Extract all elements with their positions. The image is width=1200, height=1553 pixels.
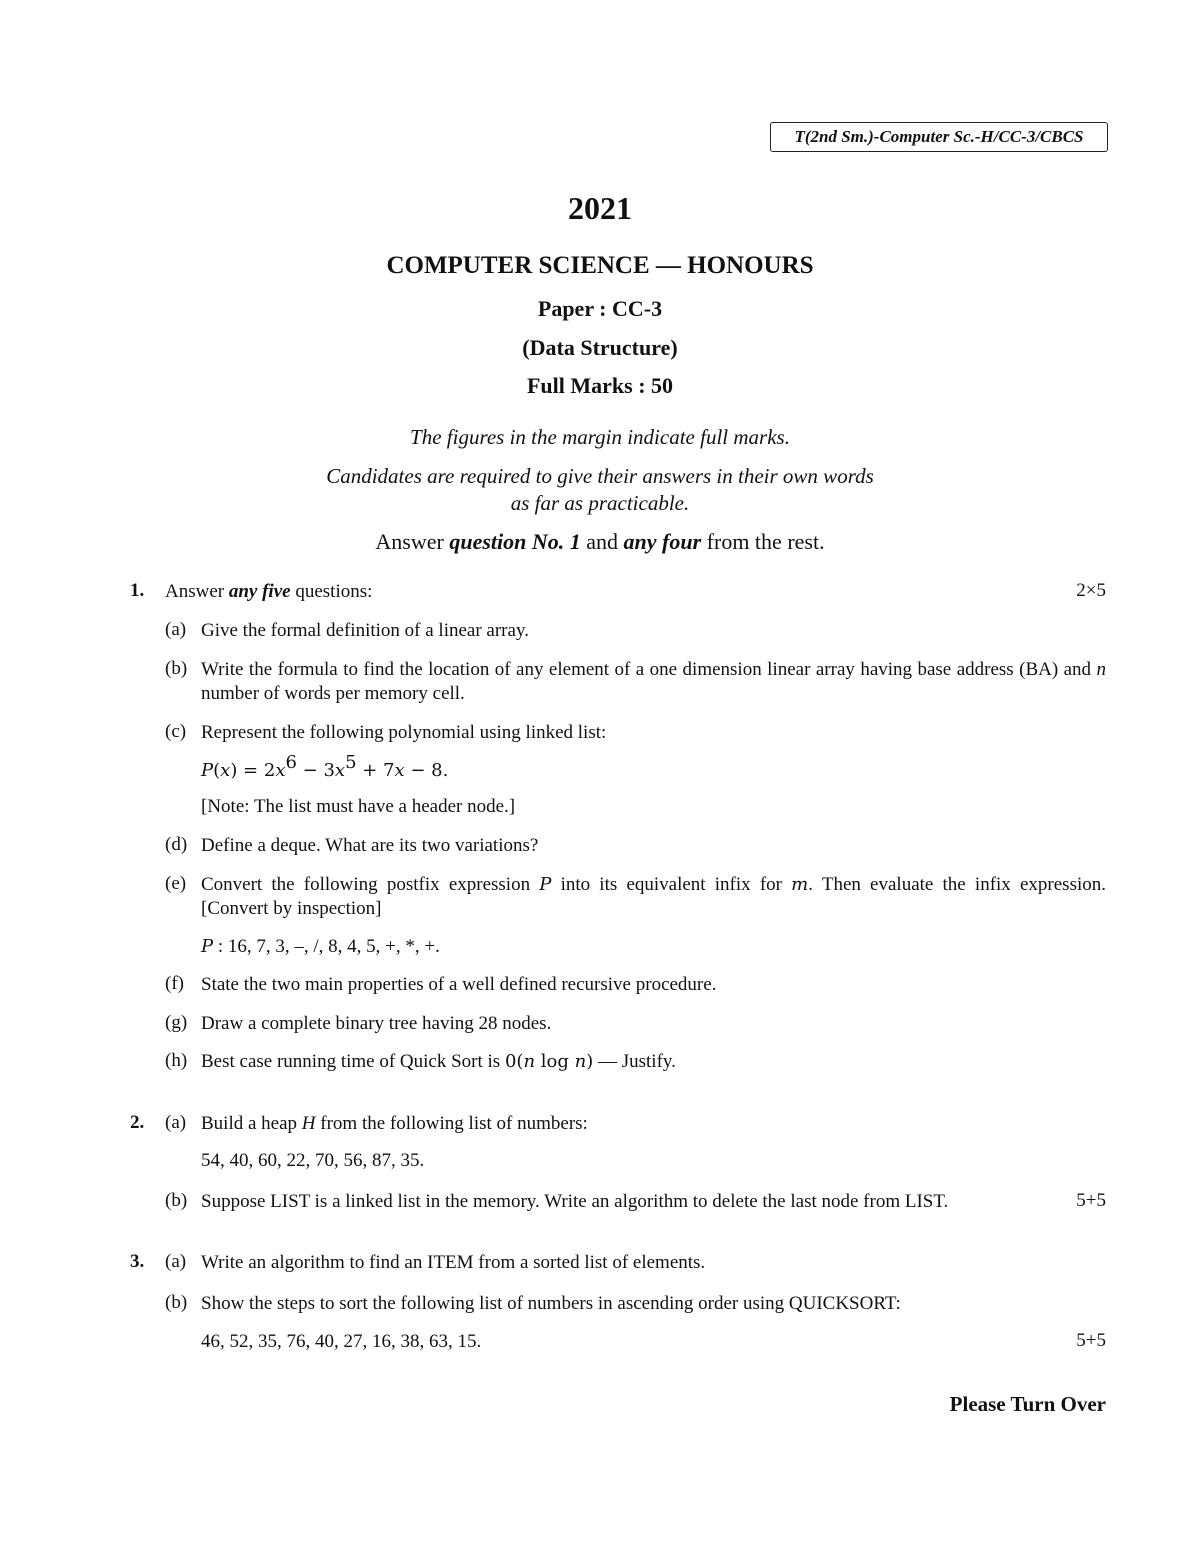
q1e-text: Convert the following postfix expression P into its equivalent infix for m. Then evaluate the infix expression. [Convert by inspection] — [201, 874, 1107, 919]
course-name: (Data Structure) — [522, 335, 678, 360]
q1c-label: (c) — [165, 721, 187, 742]
q2a-text: Build a heap H from the following list of numbers: — [201, 1113, 588, 1134]
q2a-list: 54, 40, 60, 22, 70, 56, 87, 35. — [201, 1150, 425, 1171]
q1-number: 1. — [130, 580, 145, 601]
q1e-label: (e) — [165, 873, 187, 894]
q3a-label: (a) — [165, 1251, 187, 1272]
q1a-label: (a) — [165, 619, 187, 640]
subject-title: COMPUTER SCIENCE — HONOURS — [386, 252, 814, 279]
full-marks: Full Marks : 50 — [526, 373, 674, 398]
q1a-text: Give the formal definition of a linear array. — [201, 620, 529, 641]
q3-marks: 5+5 — [1076, 1330, 1106, 1351]
paper-code: Paper : CC-3 — [537, 296, 663, 321]
q1g-text: Draw a complete binary tree having 28 nodes. — [201, 1013, 552, 1034]
answer-instruction: Answer question No. 1 and any four from the rest. — [375, 529, 825, 554]
q1f-label: (f) — [165, 973, 184, 994]
q1h-text: Best case running time of Quick Sort is 0(n log n) — Justify. — [201, 1051, 676, 1072]
q1-marks: 2×5 — [1076, 580, 1106, 601]
q3-number: 3. — [130, 1251, 145, 1272]
q1c-note: [Note: The list must have a header node.] — [201, 796, 516, 817]
q2a-label: (a) — [165, 1112, 187, 1133]
q1h-label: (h) — [165, 1050, 188, 1071]
instruction-own-words: Candidates are required to give their answers in their own words — [326, 464, 874, 488]
q1d-label: (d) — [165, 834, 188, 855]
q2-number: 2. — [130, 1112, 145, 1133]
q2b-text: Suppose LIST is a linked list in the memory. Write an algorithm to delete the last node from LIST. — [201, 1191, 949, 1212]
q1-intro: Answer any five questions: — [165, 581, 373, 602]
instruction-margin: The figures in the margin indicate full marks. — [410, 425, 790, 449]
q1g-label: (g) — [165, 1012, 188, 1033]
q1e-expression: P : 16, 7, 3, –, /, 8, 4, 5, +, *, +. — [201, 936, 440, 957]
q1b-label: (b) — [165, 658, 188, 679]
q3b-list: 46, 52, 35, 76, 40, 27, 16, 38, 63, 15. — [201, 1331, 482, 1352]
q1c-polynomial: $P(x) = 2x^6 - 3x^5 + 7x - 8$. — [201, 752, 449, 781]
please-turn-over: Please Turn Over — [949, 1392, 1106, 1416]
q3a-text: Write an algorithm to find an ITEM from a sorted list of elements. — [201, 1252, 706, 1273]
instruction-practicable: as far as practicable. — [510, 491, 690, 515]
q1d-text: Define a deque. What are its two variations? — [201, 835, 539, 856]
q2-marks: 5+5 — [1076, 1190, 1106, 1211]
q1c-text: Represent the following polynomial using linked list: — [201, 722, 607, 743]
q1b-text: Write the formula to find the location of any element of a one dimension linear array having base address (BA) and n number of words per memory cell. — [201, 659, 1106, 704]
q3b-label: (b) — [165, 1292, 188, 1313]
exam-year: 2021 — [568, 190, 632, 226]
q3b-text: Show the steps to sort the following list of numbers in ascending order using QUICKSORT: — [201, 1293, 901, 1314]
q2b-label: (b) — [165, 1190, 188, 1211]
paper-code-box: T(2nd Sm.)-Computer Sc.-H/CC-3/CBCS — [770, 122, 1108, 152]
q1f-text: State the two main properties of a well defined recursive procedure. — [201, 974, 717, 995]
